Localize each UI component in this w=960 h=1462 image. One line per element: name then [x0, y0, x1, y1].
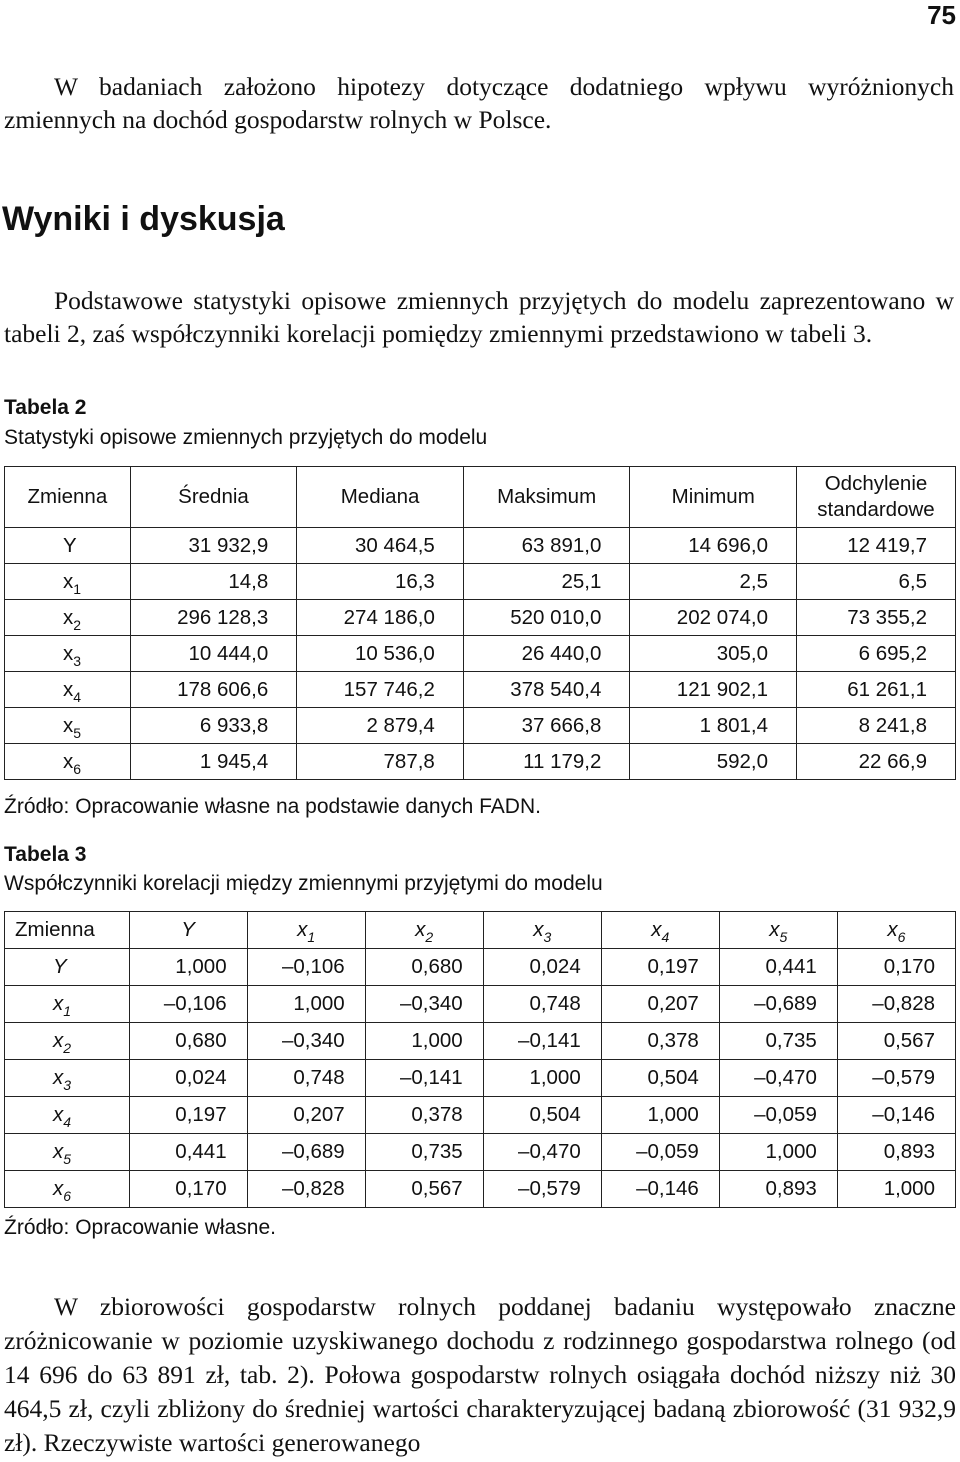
variable-cell [5, 1097, 130, 1134]
value-cell: –0,059 [601, 1134, 719, 1171]
variable-cell [5, 528, 131, 564]
variable-symbol: x [297, 918, 308, 941]
header-cell [365, 912, 483, 949]
variable-symbol: x [53, 1140, 64, 1163]
value-cell: –0,340 [365, 986, 483, 1023]
value-cell: 0,680 [365, 949, 483, 986]
variable-cell [5, 986, 130, 1023]
value-cell: –0,146 [601, 1171, 719, 1208]
value-cell: 12 419,7 [797, 528, 956, 564]
value-cell: 305,0 [630, 636, 797, 672]
value-cell: 11 179,2 [463, 744, 630, 780]
value-cell: 1,000 [601, 1097, 719, 1134]
value-cell: –0,828 [247, 1171, 365, 1208]
value-cell: 157 746,2 [297, 672, 464, 708]
table-row [5, 672, 956, 708]
value-cell: 0,197 [129, 1097, 247, 1134]
variable-symbol: x [63, 713, 74, 737]
value-cell: 0,748 [483, 986, 601, 1023]
intro-paragraph: W badaniach założono hipotezy dotyczące dodatniego wpływu wyróżnionych zmiennych na dochód gospodarstw rolnych w Polsce. [4, 72, 954, 134]
value-cell: 0,748 [247, 1060, 365, 1097]
value-cell: 0,735 [365, 1134, 483, 1171]
variable-subscript: 6 [63, 1188, 72, 1204]
header-cell: Średnia [130, 467, 297, 528]
header-cell: Zmienna [5, 912, 130, 949]
value-cell: 1,000 [247, 986, 365, 1023]
value-cell: 26 440,0 [463, 636, 630, 672]
table-row [5, 1097, 956, 1134]
variable-cell [5, 600, 131, 636]
value-cell: –0,106 [129, 986, 247, 1023]
value-cell: 520 010,0 [463, 600, 630, 636]
value-cell: –0,340 [247, 1023, 365, 1060]
variable-subscript: 6 [73, 760, 82, 777]
page-number: 75 [927, 0, 956, 30]
table-row [5, 1171, 956, 1208]
value-cell: 30 464,5 [297, 528, 464, 564]
variable-cell [5, 708, 131, 744]
value-cell: 0,170 [837, 949, 955, 986]
value-cell: 10 444,0 [130, 636, 297, 672]
value-cell: 0,567 [837, 1023, 955, 1060]
variable-symbol: x [63, 569, 74, 593]
variable-symbol: x [415, 918, 426, 941]
variable-cell [5, 564, 131, 600]
variable-symbol: x [63, 749, 74, 773]
value-cell: 14 696,0 [630, 528, 797, 564]
table2-caption: Statystyki opisowe zmiennych przyjętych do modelu [4, 426, 488, 449]
variable-symbol: x [533, 918, 544, 941]
variable-symbol: x [887, 918, 898, 941]
value-cell: –0,689 [719, 986, 837, 1023]
value-cell: 0,197 [601, 949, 719, 986]
header-cell: Maksimum [463, 467, 630, 528]
table-header-row [5, 912, 956, 949]
value-cell: 25,1 [463, 564, 630, 600]
value-cell: 0,893 [837, 1134, 955, 1171]
value-cell: 0,893 [719, 1171, 837, 1208]
header-cell [719, 912, 837, 949]
value-cell: 0,024 [129, 1060, 247, 1097]
variable-subscript: 1 [63, 1003, 72, 1019]
variable-cell [5, 636, 131, 672]
value-cell: 6,5 [797, 564, 956, 600]
variable-subscript: 3 [73, 652, 82, 669]
variable-symbol: Y [63, 533, 77, 557]
variable-subscript: 2 [73, 616, 82, 633]
table2-label: Tabela 2 [4, 396, 87, 419]
variable-symbol: x [651, 918, 662, 941]
variable-symbol: x [53, 1029, 64, 1052]
value-cell: 0,504 [601, 1060, 719, 1097]
value-cell: –0,689 [247, 1134, 365, 1171]
value-cell: 8 241,8 [797, 708, 956, 744]
value-cell: 1,000 [129, 949, 247, 986]
table2-source: Źródło: Opracowanie własne na podstawie danych FADN. [4, 795, 541, 818]
variable-symbol: Y [181, 918, 195, 941]
variable-subscript: 4 [661, 929, 670, 945]
value-cell: 787,8 [297, 744, 464, 780]
value-cell: 1 945,4 [130, 744, 297, 780]
variable-subscript: 5 [63, 1151, 72, 1167]
value-cell: –0,579 [837, 1060, 955, 1097]
variable-cell [5, 1134, 130, 1171]
variable-cell [5, 1060, 130, 1097]
value-cell: 16,3 [297, 564, 464, 600]
header-cell: Minimum [630, 467, 797, 528]
header-cell [247, 912, 365, 949]
variable-subscript: 5 [73, 724, 82, 741]
value-cell: 0,378 [601, 1023, 719, 1060]
section-heading: Wyniki i dyskusja [2, 200, 285, 238]
header-cell: Odchylenie standardowe [797, 467, 956, 528]
table-row [5, 708, 956, 744]
table-row [5, 1134, 956, 1171]
value-cell: 0,735 [719, 1023, 837, 1060]
value-cell: 0,207 [601, 986, 719, 1023]
variable-symbol: x [63, 677, 74, 701]
variable-subscript: 1 [307, 929, 316, 945]
descriptive-statistics-table [4, 466, 956, 780]
variable-subscript: 6 [897, 929, 906, 945]
variable-symbol: x [53, 1103, 64, 1126]
variable-subscript: 5 [779, 929, 788, 945]
value-cell: 2 879,4 [297, 708, 464, 744]
table3-caption: Współczynniki korelacji między zmiennymi przyjętymi do modelu [4, 872, 603, 895]
table-row [5, 949, 956, 986]
closing-paragraph: W zbiorowości gospodarstw rolnych poddanej badaniu występowało znaczne zróżnicowanie w poziomie uzyskiwanego dochodu z rodzinnego gospodarstwa rolnego (od 14 696 do 63 891 zł, tab. 2). Połowa gospodarstw rolnych osiągała dochód niższy niż 30 464,5 zł, czyli zbliżony do średniej wartości charakteryzującej badaną zbiorowość (31 932,9 zł). Rzeczywiste wartości generowanego [4, 1292, 956, 1457]
value-cell: –0,059 [719, 1097, 837, 1134]
variable-symbol: x [63, 641, 74, 665]
variable-symbol: x [53, 992, 64, 1015]
variable-subscript: 4 [73, 688, 82, 705]
table-row [5, 1060, 956, 1097]
value-cell: 0,024 [483, 949, 601, 986]
value-cell: 2,5 [630, 564, 797, 600]
value-cell: 63 891,0 [463, 528, 630, 564]
value-cell: –0,579 [483, 1171, 601, 1208]
table3-label: Tabela 3 [4, 843, 87, 866]
value-cell: 378 540,4 [463, 672, 630, 708]
variable-symbol: x [769, 918, 780, 941]
variable-symbol: x [53, 1066, 64, 1089]
section-paragraph: Podstawowe statystyki opisowe zmiennych przyjętych do modelu zaprezentowano w tabeli 2, zaś współczynniki korelacji pomiędzy zmiennymi przedstawiono w tabeli 3. [4, 286, 954, 348]
value-cell: –0,470 [483, 1134, 601, 1171]
value-cell: 61 261,1 [797, 672, 956, 708]
header-cell [837, 912, 955, 949]
value-cell: 202 074,0 [630, 600, 797, 636]
variable-subscript: 2 [425, 929, 434, 945]
value-cell: 592,0 [630, 744, 797, 780]
value-cell: 1,000 [719, 1134, 837, 1171]
value-cell: 1,000 [837, 1171, 955, 1208]
value-cell: 0,680 [129, 1023, 247, 1060]
variable-subscript: 4 [63, 1114, 72, 1130]
value-cell: 1,000 [365, 1023, 483, 1060]
value-cell: 0,378 [365, 1097, 483, 1134]
table3-source: Źródło: Opracowanie własne. [4, 1216, 276, 1239]
value-cell: –0,106 [247, 949, 365, 986]
value-cell: 274 186,0 [297, 600, 464, 636]
value-cell: 6 933,8 [130, 708, 297, 744]
value-cell: –0,141 [483, 1023, 601, 1060]
value-cell: 0,170 [129, 1171, 247, 1208]
variable-cell [5, 1171, 130, 1208]
variable-subscript: 2 [63, 1040, 72, 1056]
value-cell: 10 536,0 [297, 636, 464, 672]
table-row [5, 564, 956, 600]
variable-subscript: 3 [543, 929, 552, 945]
table-row [5, 600, 956, 636]
header-cell [129, 912, 247, 949]
table-row [5, 528, 956, 564]
correlation-table [4, 911, 956, 1208]
header-cell: Zmienna [5, 467, 131, 528]
variable-cell [5, 672, 131, 708]
value-cell: –0,146 [837, 1097, 955, 1134]
value-cell: –0,470 [719, 1060, 837, 1097]
value-cell: 73 355,2 [797, 600, 956, 636]
value-cell: 0,441 [719, 949, 837, 986]
value-cell: 0,207 [247, 1097, 365, 1134]
value-cell: 1 801,4 [630, 708, 797, 744]
value-cell: 31 932,9 [130, 528, 297, 564]
header-cell: Mediana [297, 467, 464, 528]
variable-cell [5, 1023, 130, 1060]
value-cell: 14,8 [130, 564, 297, 600]
value-cell: 121 902,1 [630, 672, 797, 708]
value-cell: 178 606,6 [130, 672, 297, 708]
variable-symbol: x [53, 1177, 64, 1200]
variable-subscript: 1 [73, 580, 82, 597]
variable-cell [5, 949, 130, 986]
value-cell: 0,441 [129, 1134, 247, 1171]
table-row [5, 744, 956, 780]
table-row [5, 986, 956, 1023]
variable-symbol: x [63, 605, 74, 629]
value-cell: 0,567 [365, 1171, 483, 1208]
table-header-row [5, 467, 956, 528]
table-row [5, 636, 956, 672]
value-cell: –0,141 [365, 1060, 483, 1097]
value-cell: 22 66,9 [797, 744, 956, 780]
value-cell: –0,828 [837, 986, 955, 1023]
variable-subscript: 3 [63, 1077, 72, 1093]
header-cell [601, 912, 719, 949]
value-cell: 1,000 [483, 1060, 601, 1097]
value-cell: 6 695,2 [797, 636, 956, 672]
value-cell: 37 666,8 [463, 708, 630, 744]
value-cell: 0,504 [483, 1097, 601, 1134]
value-cell: 296 128,3 [130, 600, 297, 636]
variable-cell [5, 744, 131, 780]
table-row [5, 1023, 956, 1060]
header-cell [483, 912, 601, 949]
variable-symbol: Y [53, 955, 67, 978]
